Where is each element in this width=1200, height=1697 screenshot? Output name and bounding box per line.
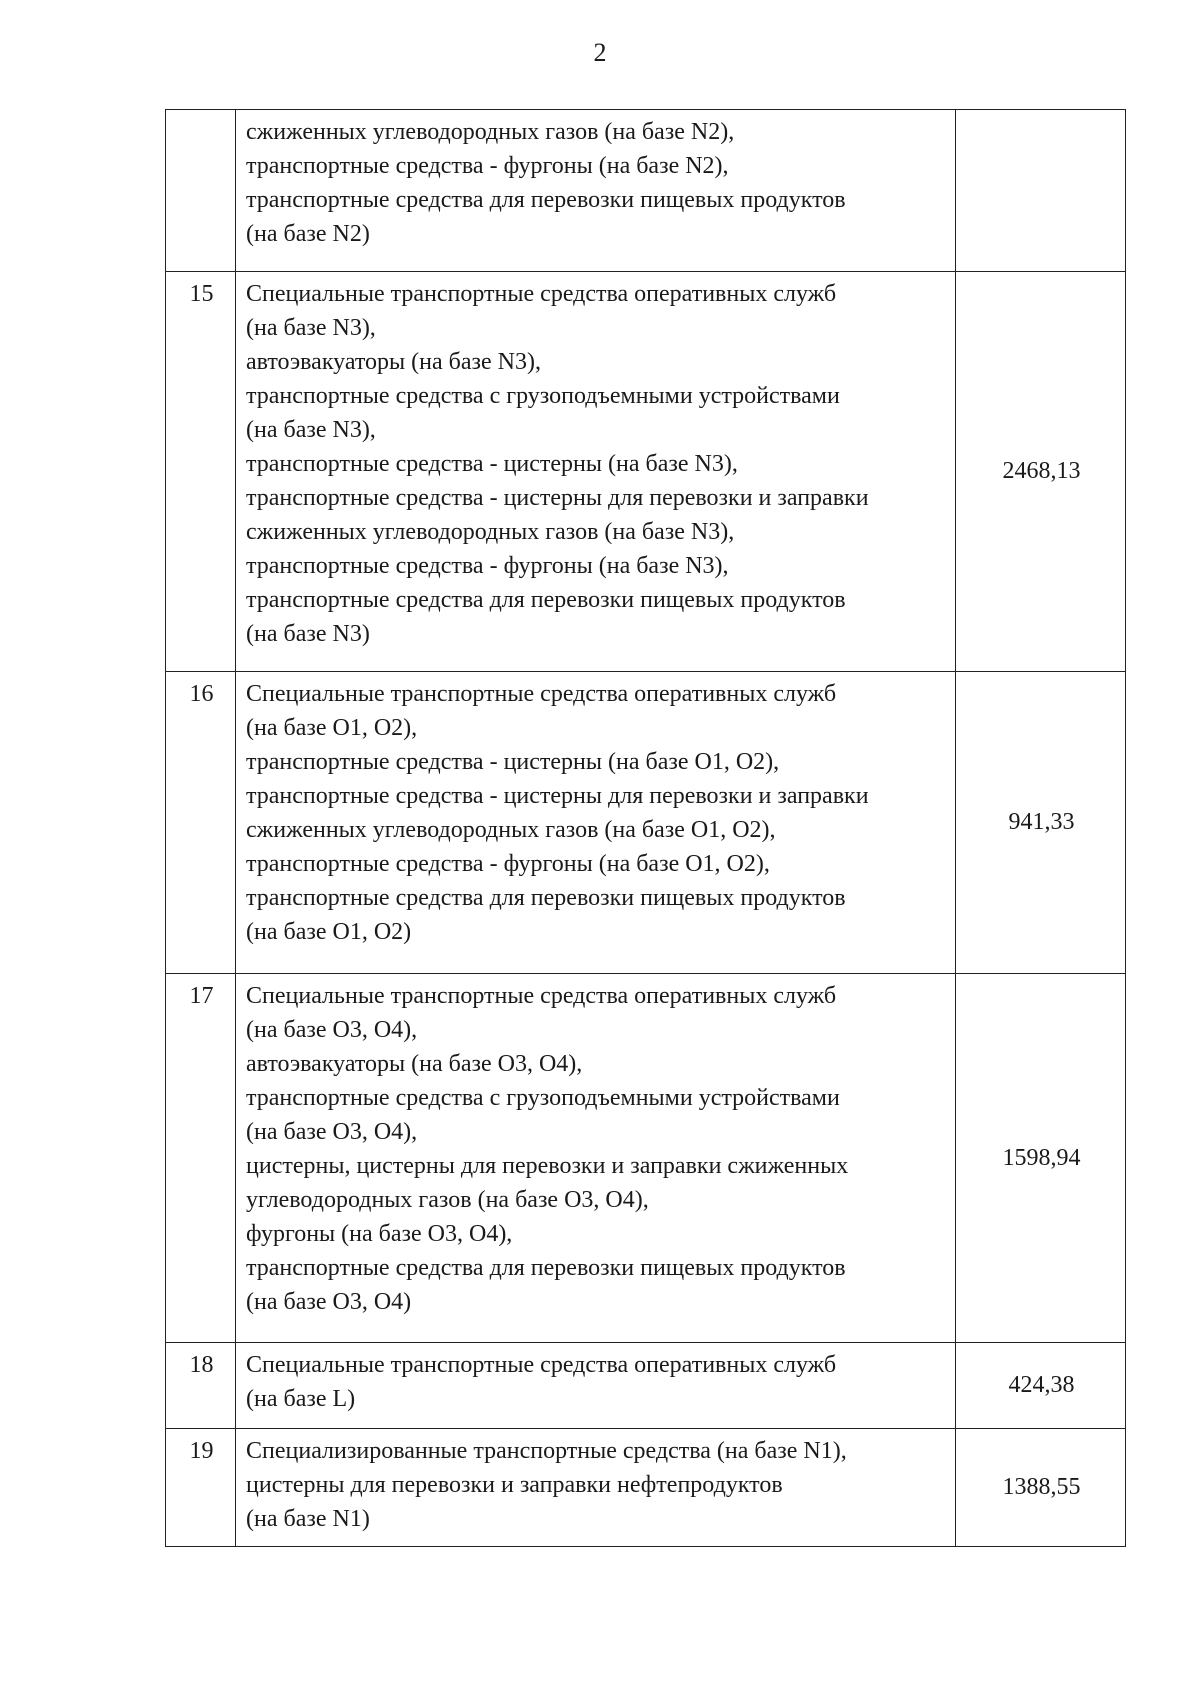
description-line: транспортные средства - цистерны для перевозки и заправки [246, 485, 869, 511]
description-line: Специальные транспортные средства оперативных служб [246, 983, 837, 1009]
description-line: сжиженных углеводородных газов (на базе N2), [246, 119, 735, 145]
row-value [956, 110, 1126, 272]
row-value: 941,33 [956, 672, 1126, 974]
description-line: (на базе O3, O4), [246, 1119, 418, 1145]
description-line: транспортные средства - фургоны (на базе O1, O2), [246, 851, 770, 877]
description-line: Специальные транспортные средства оперативных служб [246, 1352, 837, 1378]
description-line: цистерны для перевозки и заправки нефтепродуктов [246, 1472, 783, 1498]
description-line: Специальные транспортные средства оперативных служб [246, 681, 837, 707]
row-description [236, 272, 956, 672]
description-line: автоэвакуаторы (на базе N3), [246, 349, 541, 375]
table-row [166, 672, 1126, 974]
description-line: Специальные транспортные средства оперативных служб [246, 281, 837, 307]
row-number: 15 [166, 272, 236, 672]
description-line: фургоны (на базе O3, O4), [246, 1221, 513, 1247]
description-line: транспортные средства - цистерны (на базе N3), [246, 451, 738, 477]
table-row [166, 1429, 1126, 1547]
description-line: (на базе O1, O2) [246, 919, 412, 945]
table-row [166, 110, 1126, 272]
row-description [236, 1429, 956, 1547]
description-line: транспортные средства для перевозки пищевых продуктов [246, 187, 846, 213]
description-line: Специализированные транспортные средства (на базе N1), [246, 1438, 847, 1464]
row-description [236, 110, 956, 272]
row-number: 18 [166, 1343, 236, 1429]
row-description [236, 672, 956, 974]
table-row [166, 272, 1126, 672]
description-line: сжиженных углеводородных газов (на базе N3), [246, 519, 735, 545]
description-line: цистерны, цистерны для перевозки и заправки сжиженных [246, 1153, 849, 1179]
table-row [166, 1343, 1126, 1429]
description-line: сжиженных углеводородных газов (на базе O1, O2), [246, 817, 776, 843]
description-line: транспортные средства для перевозки пищевых продуктов [246, 885, 846, 911]
tariff-table [165, 109, 1126, 1547]
page-number: 2 [593, 38, 607, 67]
row-value: 1388,55 [956, 1429, 1126, 1547]
row-number: 19 [166, 1429, 236, 1547]
row-number: 16 [166, 672, 236, 974]
row-number [166, 110, 236, 272]
description-line: (на базе N1) [246, 1506, 370, 1532]
description-line: (на базе N3), [246, 417, 376, 443]
description-line: транспортные средства - фургоны (на базе N2), [246, 153, 729, 179]
description-line: транспортные средства с грузоподъемными устройствами [246, 1085, 840, 1111]
row-number: 17 [166, 974, 236, 1343]
description-line: (на базе O3, O4), [246, 1017, 418, 1043]
description-line: (на базе O3, O4) [246, 1289, 412, 1315]
row-value: 424,38 [956, 1343, 1126, 1429]
row-value: 1598,94 [956, 974, 1126, 1343]
description-line: транспортные средства для перевозки пищевых продуктов [246, 1255, 846, 1281]
row-value: 2468,13 [956, 272, 1126, 672]
description-line: углеводородных газов (на базе O3, O4), [246, 1187, 649, 1213]
description-line: транспортные средства с грузоподъемными устройствами [246, 383, 840, 409]
description-line: транспортные средства для перевозки пищевых продуктов [246, 587, 846, 613]
description-line: автоэвакуаторы (на базе O3, O4), [246, 1051, 583, 1077]
description-line: (на базе O1, O2), [246, 715, 418, 741]
description-line: (на базе N2) [246, 221, 370, 247]
description-line: (на базе L) [246, 1386, 356, 1412]
description-line: транспортные средства - фургоны (на базе N3), [246, 553, 729, 579]
description-line: (на базе N3), [246, 315, 376, 341]
description-line: (на базе N3) [246, 621, 370, 647]
table-row [166, 974, 1126, 1343]
row-description [236, 974, 956, 1343]
row-description [236, 1343, 956, 1429]
description-line: транспортные средства - цистерны (на базе O1, O2), [246, 749, 780, 775]
description-line: транспортные средства - цистерны для перевозки и заправки [246, 783, 869, 809]
